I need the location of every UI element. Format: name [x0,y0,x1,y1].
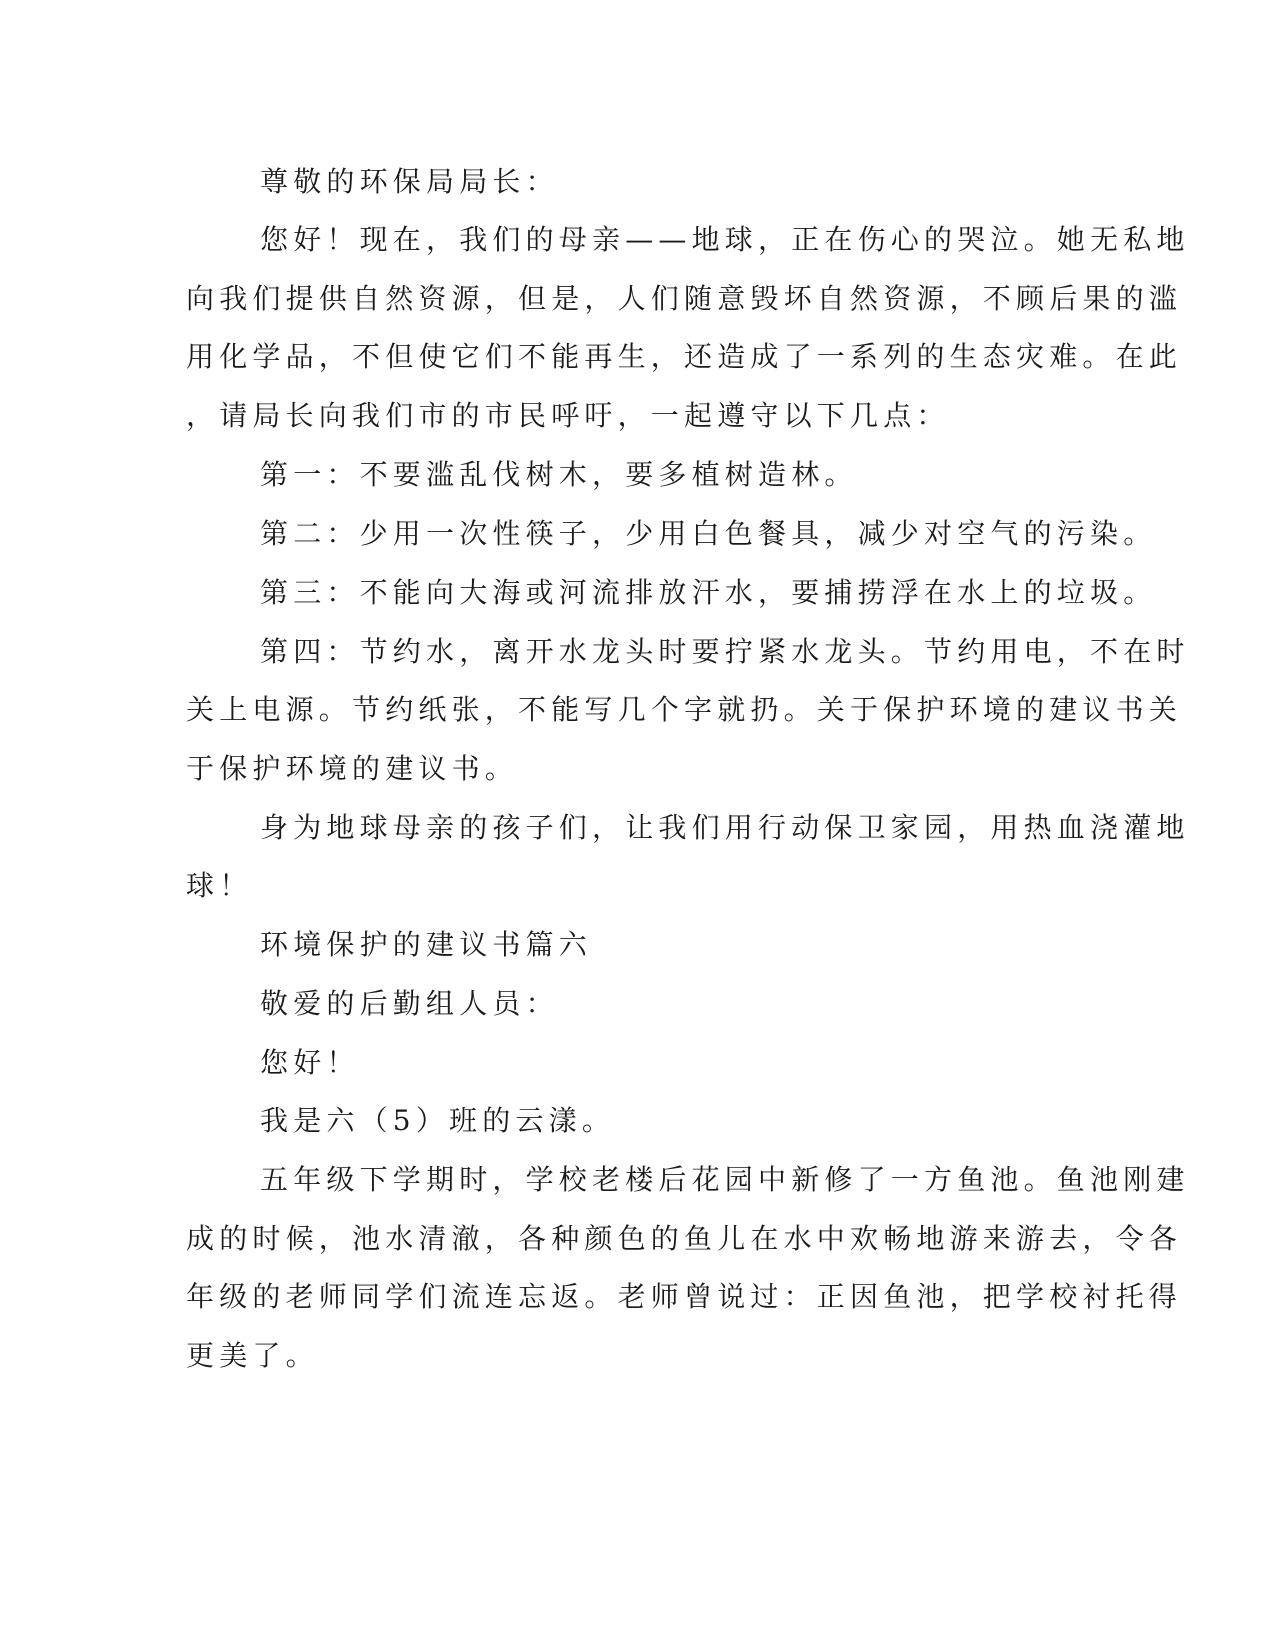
salutation: 尊敬的环保局局长： [260,165,559,198]
greeting: 您好！ [260,1046,360,1079]
paragraph-line: ，请局长向我们市的市民呼吁，一起遵守以下几点： [186,399,950,432]
paragraph-line: 用化学品，不但使它们不能再生，还造成了一系列的生态灾难。在此 [186,340,1183,373]
paragraph-line: 身为地球母亲的孩子们，让我们用行动保卫家园，用热血浇灌地 [260,811,1190,844]
paragraph-line: 您好！现在，我们的母亲——地球，正在伤心的哭泣。她无私地 [260,223,1190,256]
list-item-3: 第三：不能向大海或河流排放汗水，要捕捞浮在水上的垃圾。 [260,576,1157,609]
list-item-1: 第一：不要滥乱伐树木，要多植树造林。 [260,458,858,491]
paragraph-line: 关上电源。节约纸张，不能写几个字就扔。关于保护环境的建议书关 [186,693,1183,726]
paragraph-line: 更美了。 [186,1339,319,1372]
list-item-2: 第二：少用一次性筷子，少用白色餐具，减少对空气的污染。 [260,517,1157,550]
list-item-4: 第四：节约水，离开水龙头时要拧紧水龙头。节约用电，不在时 [260,635,1190,668]
paragraph-line: 我是六（5）班的云漾。 [260,1104,616,1137]
section-heading: 环境保护的建议书篇六 [260,928,593,961]
paragraph-line: 成的时候，池水清澈，各种颜色的鱼儿在水中欢畅地游来游去，令各 [186,1222,1183,1255]
paragraph-line: 于保护环境的建议书。 [186,752,519,785]
paragraph-line: 向我们提供自然资源，但是，人们随意毁坏自然资源，不顾后果的滥 [186,282,1183,315]
paragraph-line: 五年级下学期时，学校老楼后花园中新修了一方鱼池。鱼池刚建 [260,1163,1190,1196]
paragraph-line: 球！ [186,869,253,902]
salutation: 敬爱的后勤组人员： [260,987,559,1020]
paragraph-line: 年级的老师同学们流连忘返。老师曾说过：正因鱼池，把学校衬托得 [186,1280,1183,1313]
